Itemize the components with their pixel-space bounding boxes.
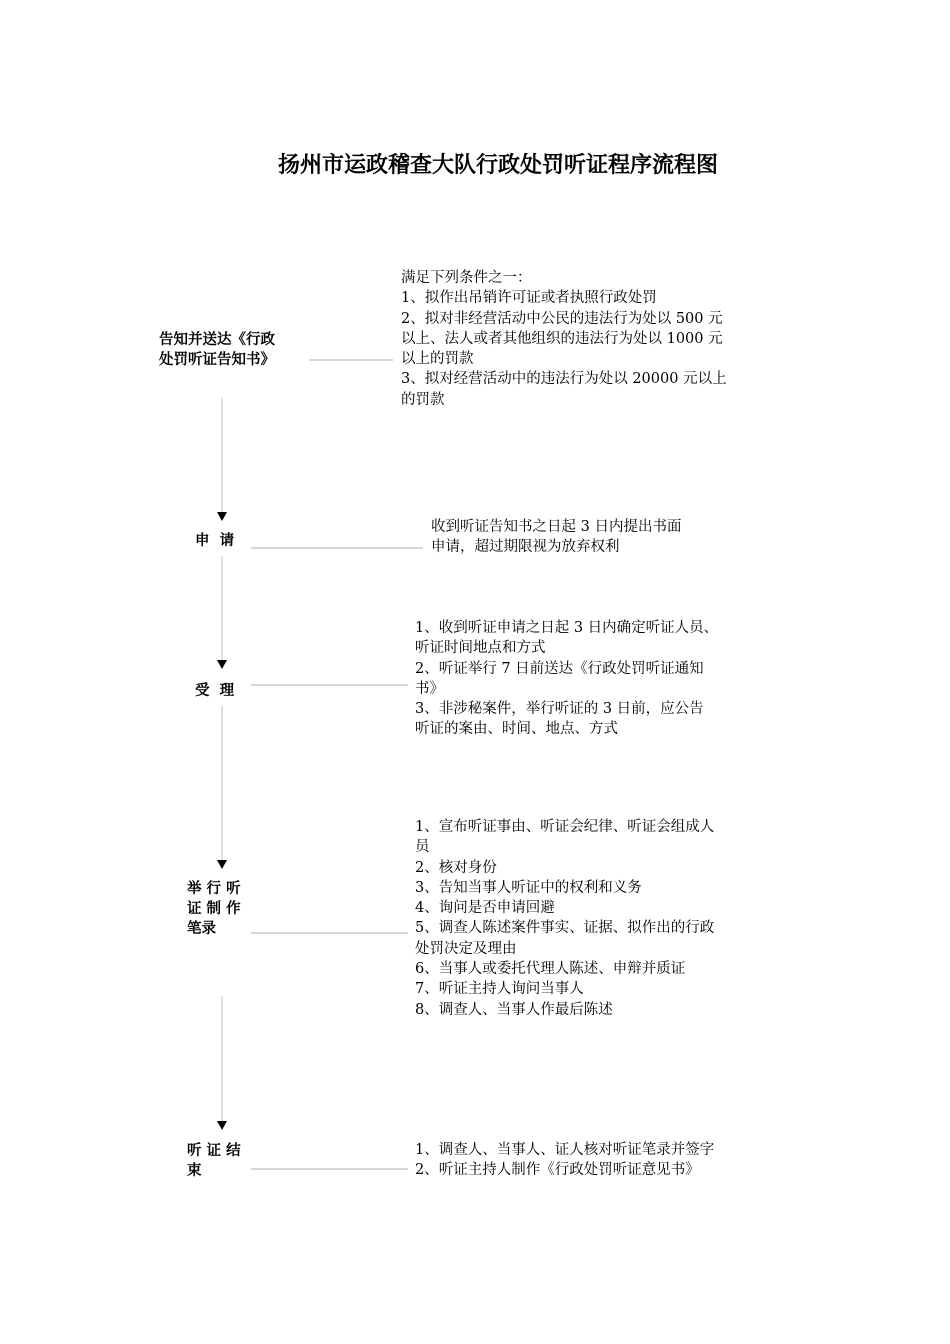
note-line: 7、听证主持人询问当事人	[415, 981, 584, 998]
note-line: 2、核对身份	[415, 859, 497, 876]
step-label-line: 告知并送达《行政	[159, 332, 275, 348]
step-label-line: 笔录	[187, 921, 216, 937]
step-apply-label	[195, 531, 234, 551]
step-accept-note	[415, 618, 718, 740]
note-line: 满足下列条件之一：	[401, 270, 532, 286]
step-end-label	[187, 1141, 241, 1181]
note-line: 3、告知当事人听证中的权利和义务	[415, 879, 642, 896]
step-label-line: 受 理	[195, 683, 235, 699]
note-line: 2、拟对非经营活动中公民的违法行为处以 500 元	[401, 310, 723, 327]
note-line: 以上、法人或者其他组织的违法行为处以 1000 元	[401, 330, 723, 347]
note-line: 的罚款	[401, 391, 445, 408]
step-label-line: 证 制 作	[187, 901, 241, 917]
arrow-head-icon	[217, 860, 227, 869]
step-label-line: 束	[187, 1163, 202, 1179]
note-line: 3、拟对经营活动中的违法行为处以 20000 元以上	[401, 371, 727, 388]
step-accept-label	[195, 681, 234, 701]
arrow-head-icon	[217, 660, 227, 669]
note-line: 员	[415, 839, 430, 856]
step-apply-note	[431, 517, 681, 558]
note-line: 2、听证主持人制作《行政处罚听证意见书》	[415, 1162, 700, 1179]
arrow-head-icon	[217, 512, 227, 521]
note-line: 1、收到听证申请之日起 3 日内确定听证人员、	[415, 620, 719, 636]
step-notify-note	[401, 268, 727, 410]
note-line: 3、非涉秘案件，举行听证的 3 日前，应公告	[415, 701, 704, 718]
step-hearing-label	[187, 879, 241, 939]
note-line: 以上的罚款	[401, 351, 474, 368]
step-label-line: 听 证 结	[187, 1143, 241, 1159]
step-notify-label	[159, 330, 275, 370]
note-line: 处罚决定及理由	[415, 940, 517, 957]
step-label-line: 处罚听证告知书》	[159, 352, 275, 368]
note-line: 听证时间地点和方式	[415, 640, 546, 657]
note-line: 收到听证告知书之日起 3 日内提出书面	[431, 519, 682, 535]
note-line: 8、调查人、当事人作最后陈述	[415, 1001, 613, 1018]
arrow-head-icon	[217, 1121, 227, 1130]
note-line: 1、宣布听证事由、听证会纪律、听证会组成人	[415, 819, 715, 835]
note-line: 6、当事人或委托代理人陈述、申辩并质证	[415, 961, 686, 978]
note-line: 听证的案由、时间、地点、方式	[415, 721, 618, 738]
note-line: 1、调查人、当事人、证人核对听证笔录并签字	[415, 1142, 715, 1158]
step-end-note	[415, 1140, 714, 1181]
step-label-line: 申 请	[195, 533, 235, 549]
step-hearing-note	[415, 817, 714, 1020]
step-label-line: 举 行 听	[187, 881, 241, 897]
note-line: 申请，超过期限视为放弃权利	[431, 539, 620, 556]
note-line: 4、询问是否申请回避	[415, 900, 555, 917]
note-line: 5、调查人陈述案件事实、证据、拟作出的行政	[415, 920, 715, 937]
note-line: 书》	[415, 680, 444, 697]
note-line: 2、听证举行 7 日前送达《行政处罚听证通知	[415, 660, 704, 677]
page-title: 扬州市运政稽查大队行政处罚听证程序流程图	[277, 153, 718, 178]
note-line: 1、拟作出吊销许可证或者执照行政处罚	[401, 290, 657, 307]
